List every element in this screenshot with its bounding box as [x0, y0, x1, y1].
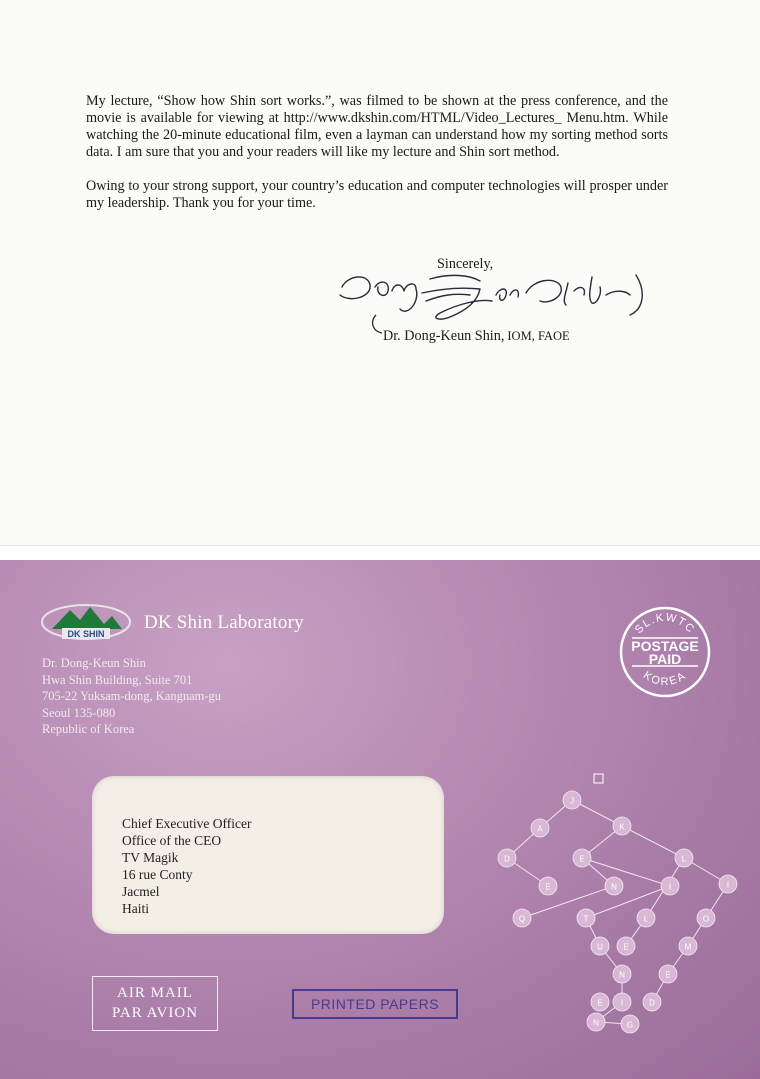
tree-node-label: E	[545, 882, 551, 892]
stamp-postage: POSTAGE	[631, 638, 699, 654]
tree-node-label: T	[583, 914, 589, 924]
stamp-top-arc: SL.KWTC	[632, 611, 698, 637]
tree-node-label: Q	[518, 914, 526, 924]
return-address-line: Dr. Dong-Keun Shin	[42, 656, 146, 670]
lab-name: DK Shin Laboratory	[144, 612, 304, 633]
tree-root-marker	[594, 774, 603, 783]
letter-paragraph-1: My lecture, “Show how Shin sort works.”, was filmed to be shown at the press conference, and the movie is available for viewing at http://www.dkshin.com/HTML/Video_Lectures_ Menu.htm. While watching the 20-minute educational film, even a layman can understand how my sorting method sorts data. I am sure that you and your readers will like my lecture and Shin sort method.	[86, 93, 668, 160]
tree-edge	[586, 886, 670, 918]
tree-node-label: K	[619, 822, 625, 832]
recipient-line: TV Magik	[122, 850, 179, 865]
recipient-line: Office of the CEO	[122, 833, 222, 848]
logo-text: DK SHIN	[67, 629, 105, 639]
tree-node-label: I	[620, 998, 624, 1008]
airmail-line2: PAR AVION	[111, 1005, 199, 1021]
tree-edge	[582, 858, 670, 886]
airmail-line1: AIR MAIL	[117, 985, 193, 1001]
envelope	[0, 560, 760, 1079]
signer-block	[383, 328, 570, 345]
tree-node-label: A	[537, 824, 543, 834]
tree-node-label: N	[611, 882, 617, 892]
return-address-line: Seoul 135-080	[42, 705, 116, 720]
signer-credentials: IOM, FAOE	[507, 329, 570, 343]
closing: Sincerely,	[437, 256, 494, 272]
tree-node-label: D	[504, 854, 510, 864]
tree-node-label: E	[597, 998, 603, 1008]
sort-tree-diagram	[460, 770, 750, 1040]
postage-paid-stamp	[618, 605, 712, 699]
tree-node-label: L	[643, 914, 649, 924]
recipient-line: Haiti	[122, 901, 149, 916]
tree-edge	[522, 886, 614, 918]
tree-node-label: N	[619, 970, 625, 980]
tree-node-label: O	[702, 914, 710, 924]
tree-node-label: G	[626, 1020, 634, 1030]
return-address-line: 705-22 Yuksam-dong, Kangnam-gu	[42, 689, 222, 703]
letter-paragraph-2: Owing to your strong support, your country’s education and computer technologies will prosper under my leadership. Thank you for your time.	[86, 178, 668, 211]
tree-node-label: L	[681, 854, 687, 864]
recipient-line: 16 rue Conty	[122, 867, 193, 882]
tree-node-label: U	[597, 942, 603, 952]
tree-node-label: N	[593, 1018, 599, 1028]
tree-node-label: M	[684, 942, 692, 952]
recipient-address	[122, 815, 251, 917]
dk-shin-logo	[40, 602, 132, 642]
printed-papers-stamp: PRINTED PAPERS	[292, 989, 458, 1019]
tree-node-label: E	[623, 942, 629, 952]
return-address	[42, 655, 221, 738]
return-address-line: Republic of Korea	[42, 722, 135, 736]
letter-body	[86, 93, 668, 229]
tree-node-label: J	[570, 796, 574, 806]
recipient-line: Chief Executive Officer	[122, 816, 252, 831]
tree-edge	[622, 826, 684, 858]
tree-node-label: E	[665, 970, 671, 980]
tree-node-label: D	[649, 998, 655, 1008]
return-address-line: Hwa Shin Building, Suite 701	[42, 672, 193, 687]
tree-node-label: E	[579, 854, 585, 864]
stamp-bottom-arc: KOREA	[640, 669, 690, 689]
tree-node-label: I	[668, 882, 672, 892]
signer-name: Dr. Dong-Keun Shin,	[383, 328, 505, 344]
stamp-paid: PAID	[648, 651, 682, 667]
airmail-label	[92, 976, 218, 1031]
svg-text:KOREA	[641, 669, 689, 688]
tree-node-label: I	[726, 880, 730, 890]
recipient-line: Jacmel	[122, 884, 160, 899]
